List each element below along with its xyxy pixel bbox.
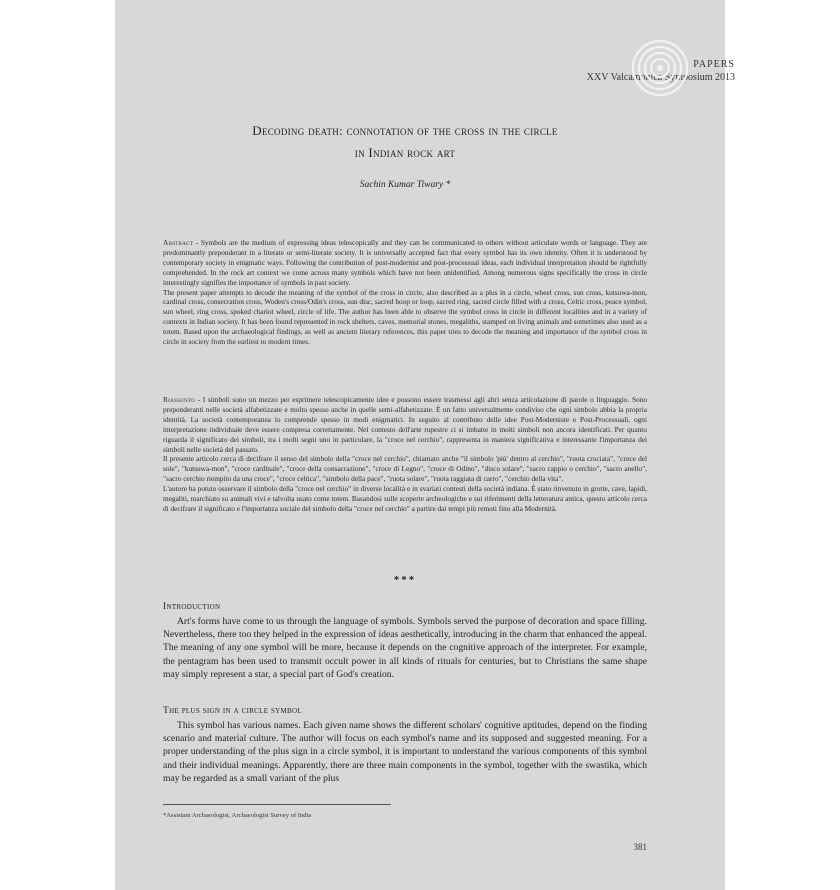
spiral-logo-icon xyxy=(630,38,690,98)
page-number: 381 xyxy=(633,842,647,852)
title-line-1: Decoding death: connotation of the cross in the circle xyxy=(252,123,558,138)
riassunto-paragraph-3: L'autore ha potuto osservare il simbolo della "croce nel cerchio" in diverse località e in svariati contesti della società indiana. È stato rinvenuto in grotte, cave, lapidi, megaliti, marchiato su animali vivi e talvolta usato come totem. Basandosi sulle scoperte archeologiche e sui riferimenti della letteratura antica, questo articolo cerca di decifrare il significato e l'importanza sociale del simbolo della "croce nel cerchio" a partire dai tempi più remoti fino alla Modernità. xyxy=(163,484,647,513)
riassunto-block xyxy=(163,395,647,514)
author-name: Sachin Kumar Tiwary * xyxy=(359,180,451,190)
plus-sign-body xyxy=(163,719,647,785)
abstract-block xyxy=(163,238,647,347)
paper-title xyxy=(165,120,645,164)
symposium-label: XXV Valcamonica Symposium 2013 xyxy=(586,72,735,83)
title-line-2: in Indian rock art xyxy=(354,145,456,160)
introduction-body xyxy=(163,615,647,681)
riassunto-label: Riassunto xyxy=(163,395,196,404)
introduction-heading: Introduction xyxy=(163,602,221,612)
footnote: *Assistant Archaeologist, Archaeologist Survey of India xyxy=(163,812,312,819)
abstract-paragraph-2: The present paper attempts to decode the meaning of the symbol of the cross in circle, also described as a plus in a circle, wheel cross, sun cross, kutsuwa-mon, cardinal cross, consecration cross, Woden's cross/Odin's cross, sun disc, sacred hoop or loop, sacred ring, sacred circle filled with a cross, Celtic cross, peace symbol, sun wheel, ring cross, spoked chariot wheel, circle of life. The author has been able to observe the symbol cross in circle in different localities and in a variety of contexts in Indian society. It has been found represented in rock shelters, caves, memorial stones, megaliths, stamped on living animals and sometimes also used as a totem. Based upon the archaeological findings, as well as ancient literary references, this paper tries to decode the meaning and importance of the symbol cross in circle in society from the earliest to modern times. xyxy=(163,287,647,347)
series-label: PAPERS xyxy=(693,59,735,70)
footnote-rule xyxy=(163,804,391,805)
introduction-paragraph: Art's forms have come to us through the language of symbols. Symbols served the purpose of decoration and space filling. Nevertheless, there too they helped in the expression of ideas aesthetically, introducing in the charm that enhanced the appeal. The meaning of any one symbol will be more, because it depends on the cognitive approach of the interpreter. For example, the pentagram has been used to transmit occult power in all kinds of rituals for centuries, but to Christians the same shape may simply represent a star, a special part of God's creation. xyxy=(163,616,647,680)
section-separator: *** xyxy=(393,574,417,586)
plus-sign-heading: The plus sign in a circle symbol xyxy=(163,706,302,716)
riassunto-paragraph-2: Il presente articolo cerca di decifrare il senso del simbolo della "croce nel cerchio", chiamato anche "il simbolo 'più' dentro al cerchio", "ruota crociata", "croce del sole", "kutsuwa-mon", "croce cardinale", "croce della consacrazione", "croce di Legno", "croce di Odino", "disco solare", "sacro cappio o cerchio", "sacro anello", "sacro cerchio riempito da una croce", "croce celtica", "simbolo della pace", "ruota solare", "ruota raggiata di carro", "cerchio della vita". xyxy=(163,454,647,484)
riassunto-paragraph-1: Riassunto - I simboli sono un mezzo per esprimere telescopicamente idee e possono essere trasmessi agli altri senza articolazione di parole o linguaggio. Sono preponderanti nelle società alfabetizzate e molto spesso anche in quelle semi-alfabetizzate. È un fatto universalmente condiviso che ogni simbolo abbia la propria identità. La società contemporanea lo comprende spesso in modi enigmatici. In seguito al contributo delle idee Post-Moderniste e Post-Processuali, ogni interpretazione individuale deve essere compresa correttamente. Nel contesto dell'arte rupestre ci si imbatte in molti simboli non ancora identificati. Per quanto riguarda il significato dei simboli, tra i molti segni uno in particolare, la "croce nel cerchio", rappresenta in maniera significativa e interessante l'importanza dei simboli nelle società del passato. xyxy=(163,395,647,454)
plus-sign-paragraph: This symbol has various names. Each given name shows the different scholars' cognitive aptitudes, depend on the finding scenario and material culture. The author will focus on each symbol's name and its supposed and suggested meaning. For a proper understanding of the plus sign in a circle symbol, it is important to understand the various components of this symbol and their individual meanings. Apparently, there are three main components in the symbol, together with the swastika, which may be regarded as a small variant of the plus xyxy=(163,720,647,784)
abstract-label: Abstract xyxy=(163,238,194,247)
abstract-paragraph-1: Abstract - Symbols are the medium of expressing ideas telescopically and they can be communicated to others without articulate words or language. They are predominantly preponderant in a literate or semi-literate society. It is universally accepted fact that every symbol has its own identity. Often it is understood by contemporary society in enigmatic ways. Following the contribution of post-modernist and post-processual ideas, each individual interpretation should be rightfully comprehended. In the rock art context we come across many symbols which have not been unidentified. Among numerous signs specifically the cross in circle interestingly signifies the importance of symbols in past society. xyxy=(163,238,647,287)
